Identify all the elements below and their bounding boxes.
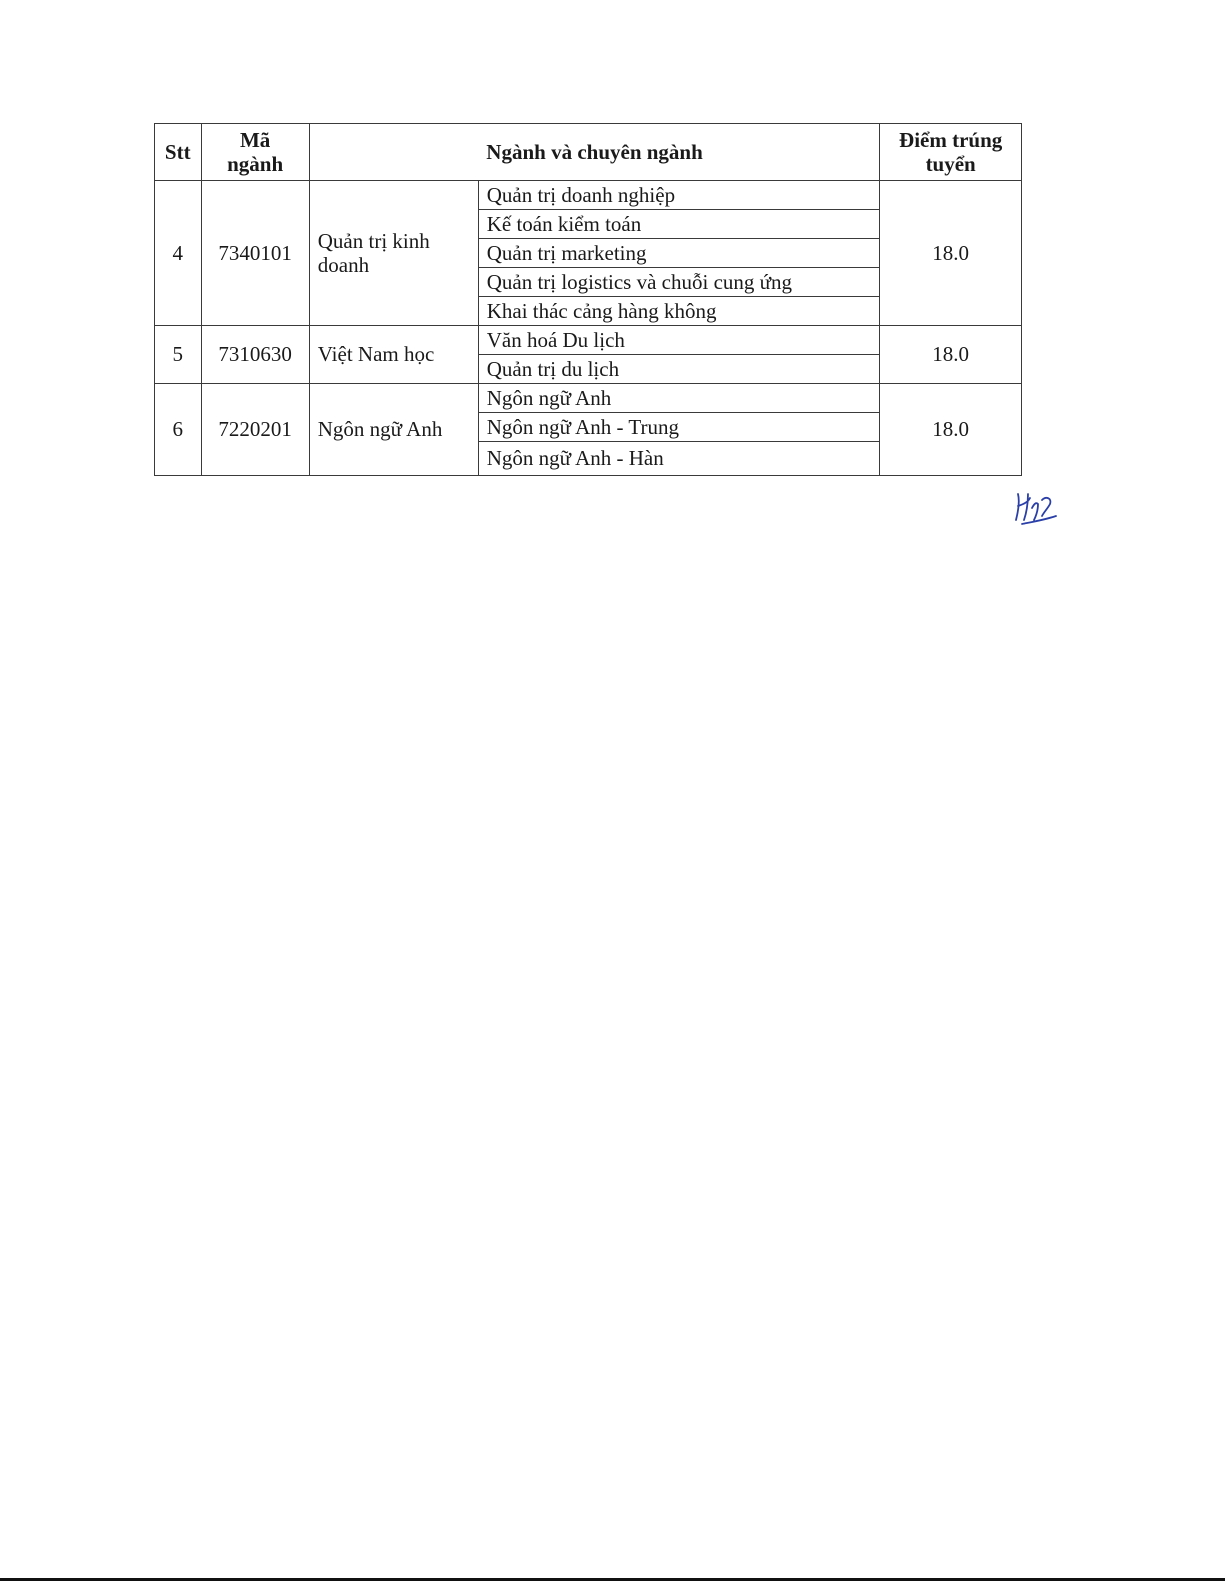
specialization: Quản trị du lịch (478, 355, 880, 384)
specialization: Quản trị marketing (478, 239, 880, 268)
signature-initials (1012, 488, 1060, 528)
header-stt: Stt (155, 124, 202, 181)
row-score: 18.0 (880, 181, 1022, 326)
header-major: Ngành và chuyên ngành (309, 124, 880, 181)
row-code: 7340101 (201, 181, 309, 326)
admission-score-table (154, 123, 1022, 476)
specialization: Khai thác cảng hàng không (478, 297, 880, 326)
row-score: 18.0 (880, 384, 1022, 476)
table-row (155, 384, 1022, 413)
row-major: Quản trị kinh doanh (309, 181, 478, 326)
specialization: Ngôn ngữ Anh (478, 384, 880, 413)
specialization: Ngôn ngữ Anh - Trung (478, 413, 880, 442)
specialization: Ngôn ngữ Anh - Hàn (478, 442, 880, 476)
bottom-edge-line (0, 1578, 1225, 1581)
table-header-row (155, 124, 1022, 181)
row-stt: 5 (155, 326, 202, 384)
row-major: Việt Nam học (309, 326, 478, 384)
row-stt: 6 (155, 384, 202, 476)
row-code: 7310630 (201, 326, 309, 384)
row-major: Ngôn ngữ Anh (309, 384, 478, 476)
row-score: 18.0 (880, 326, 1022, 384)
row-stt: 4 (155, 181, 202, 326)
row-code: 7220201 (201, 384, 309, 476)
specialization: Quản trị doanh nghiệp (478, 181, 880, 210)
header-code: Mã ngành (201, 124, 309, 181)
table-row (155, 181, 1022, 210)
specialization: Quản trị logistics và chuỗi cung ứng (478, 268, 880, 297)
specialization: Kế toán kiểm toán (478, 210, 880, 239)
table-row (155, 326, 1022, 355)
specialization: Văn hoá Du lịch (478, 326, 880, 355)
header-score: Điểm trúng tuyển (880, 124, 1022, 181)
